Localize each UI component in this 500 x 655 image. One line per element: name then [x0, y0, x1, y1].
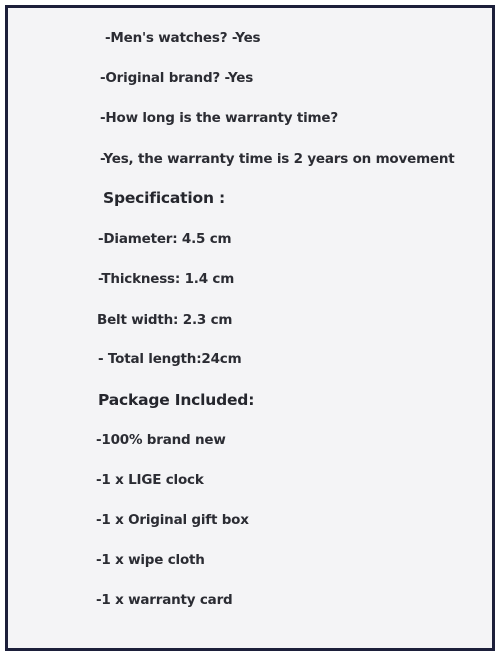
text-line-brand-new: -100% brand new [96, 432, 226, 448]
text-line-warranty-answer: -Yes, the warranty time is 2 years on movement [100, 151, 455, 167]
text-line-warranty-card: -1 x warranty card [96, 592, 233, 608]
text-line-diameter: -Diameter: 4.5 cm [98, 231, 232, 247]
text-line-thickness: -Thickness: 1.4 cm [98, 271, 235, 287]
package-included-heading: Package Included: [98, 391, 255, 409]
specification-heading: Specification : [103, 189, 225, 207]
text-line-total-length: - Total length:24cm [98, 351, 242, 367]
text-line-original-brand: -Original brand? -Yes [100, 70, 254, 86]
text-line-mens-watches: -Men's watches? -Yes [105, 30, 261, 46]
text-line-warranty-question: -How long is the warranty time? [100, 110, 339, 126]
text-line-lige-clock: -1 x LIGE clock [96, 472, 204, 488]
text-line-belt-width: Belt width: 2.3 cm [97, 312, 233, 328]
document-page [5, 5, 495, 651]
text-line-gift-box: -1 x Original gift box [96, 512, 249, 528]
text-line-wipe-cloth: -1 x wipe cloth [96, 552, 205, 568]
